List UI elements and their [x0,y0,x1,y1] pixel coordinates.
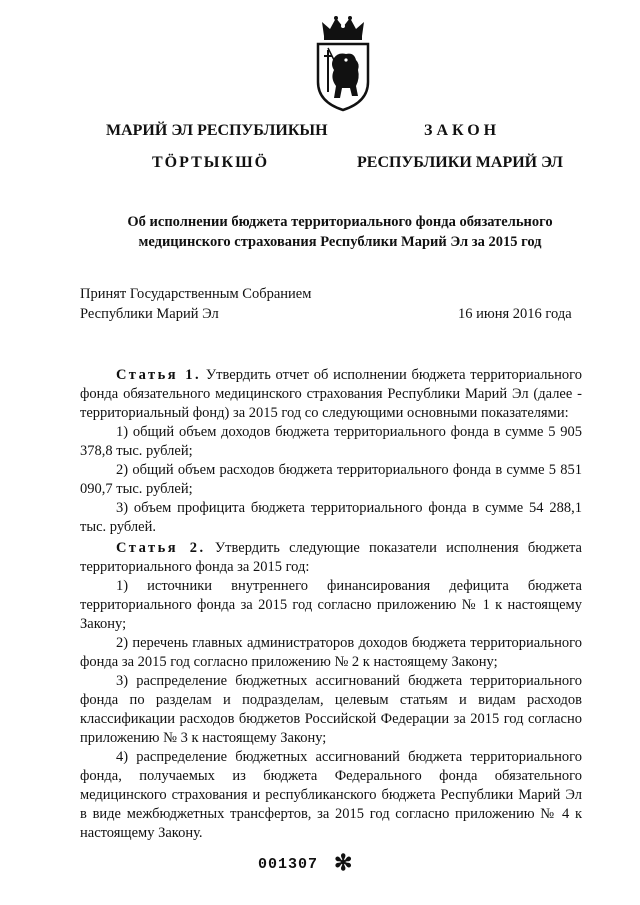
law-title-line1: Об исполнении бюджета территориального фонда обязательного [127,214,553,230]
star-mark: ✻ [334,850,353,875]
article2-item-1: 1) источники внутреннего финансирования дефицита бюджета территориального фонда за 2015 год согласно приложению № 1 к настоящему Закону; [80,578,582,632]
article1-label: Статья 1. [116,367,202,383]
article1-intro: Утвердить отчет об исполнении бюджета территориального фонда обязательного медицинского страхования Республики Марий Эл (далее - территориальный фонд) за 2015 год со следующими основными показателями: [80,367,582,421]
article1-item-1: 1) общий объем доходов бюджета территориального фонда в сумме 5 905 378,8 тыс. рублей; [80,424,582,459]
article2-item-4: 4) распределение бюджетных ассигнований бюджета территориального фонда, получаемых из бюджета Федерального фонда обязательного медицинского страхования и республиканского бюджета Республики Марий Эл в виде межбюджетных трансфертов, за 2015 год согласно приложению № 4 к настоящему Закону. [80,749,582,841]
header-left-line1: МАРИЙ ЭЛ РЕСПУБЛИКЫН [106,122,328,139]
adoption-line2: Республики Марий Эл [80,306,219,322]
article1-item-2: 2) общий объем расходов бюджета территориального фонда в сумме 5 851 090,7 тыс. рублей; [80,462,582,497]
adoption-note [80,284,311,324]
header-right-line1: ЗАКОН [424,122,501,139]
coat-of-arms-icon [312,14,374,112]
law-title-line2: медицинского страхования Республики Марий Эл за 2015 год [138,234,542,250]
article1-item-3: 3) объем профицита бюджета территориального фонда в сумме 54 288,1 тыс. рублей. [80,500,582,535]
adoption-line1: Принят Государственным Собранием [80,286,312,302]
article2-intro: Утвердить следующие показатели исполнения бюджета территориального фонда за 2015 год: [80,540,582,575]
article2-label: Статья 2. [116,540,206,556]
law-body [80,366,582,843]
header-left-line2: ТӦРТЫКШӦ [152,154,270,171]
article2-paragraph [80,539,582,577]
article2-item-3: 3) распределение бюджетных ассигнований бюджета территориального фонда по разделам и подразделам, целевым статьям и видам расходов классификации расходов бюджетов Российской Федерации за 2015 год согласно приложению № 3 к настоящему Закону; [80,673,582,746]
law-title [60,212,620,252]
adoption-date: 16 июня 2016 года [458,306,572,322]
article1-paragraph [80,366,582,423]
header-right-line2: РЕСПУБЛИКИ МАРИЙ ЭЛ [357,154,563,171]
article2-item-2: 2) перечень главных администраторов доходов бюджета территориального фонда за 2015 год согласно приложению № 2 к настоящему Закону; [80,635,582,670]
document-serial-number: 001307 [258,856,319,873]
